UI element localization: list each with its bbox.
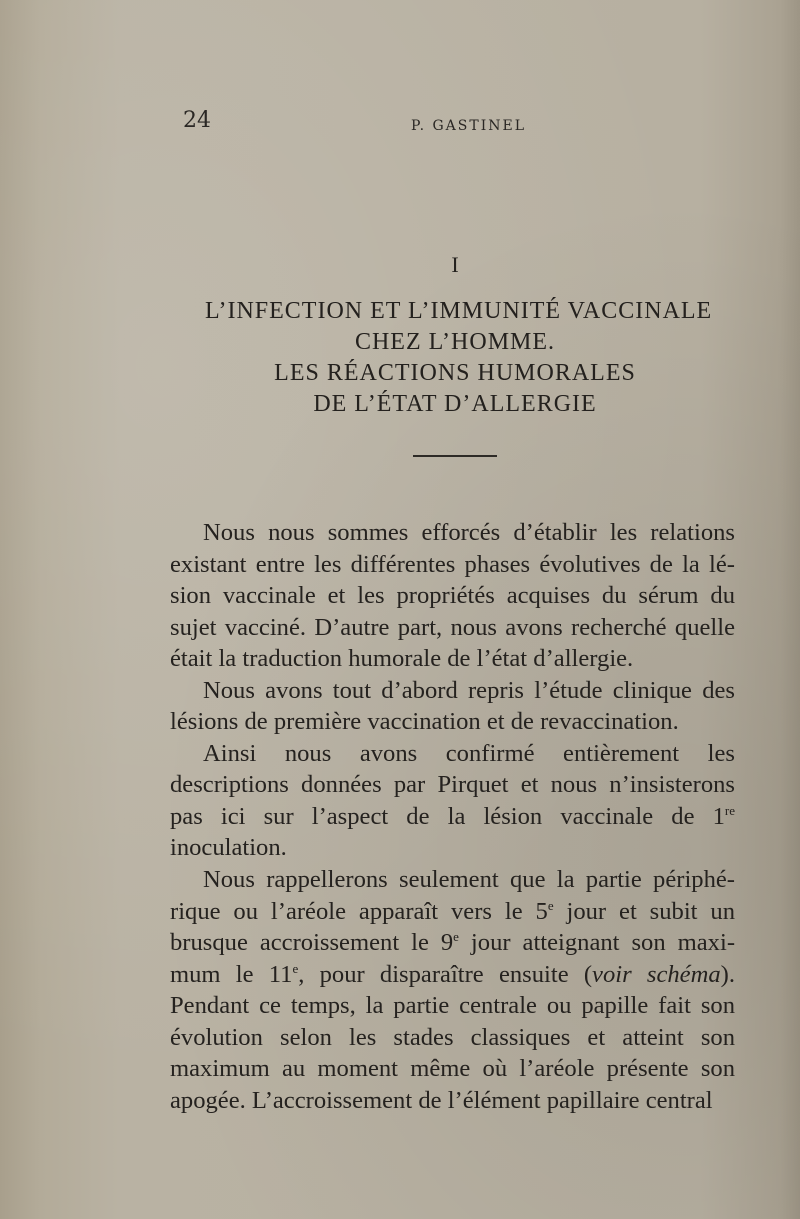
running-head [183, 108, 743, 140]
paragraph-text: jour atteignant son maxi-mum le 11 [170, 929, 736, 988]
paragraph [170, 864, 735, 1116]
section-title-line: CHEZ L’HOMME. [354, 329, 556, 355]
paragraph-text: inoculation. [170, 834, 287, 862]
section-title-line: DE L’ÉTAT D’ALLERGIE [313, 391, 597, 417]
section-title-line: L’INFECTION ET L’IMMUNITÉ VACCINALE [205, 298, 713, 324]
paragraph-text: Nous rappellerons seulement que la partie périphé-rique ou l’aréole apparaît vers le 5 [170, 866, 735, 925]
paragraph-text: jour et subit un brusque accroissement le 9 [170, 897, 735, 957]
paragraph [170, 738, 735, 864]
ordinal-superscript: re [724, 802, 735, 818]
paragraph-text: , pour disparaître ensuite ( [298, 960, 593, 988]
section-title [205, 296, 713, 420]
italic-reference: voir schéma [592, 960, 721, 988]
paragraph: Nous avons tout d’abord repris l’étude clinique des lésions de première vaccination et de revaccination. [170, 676, 735, 736]
paragraph-text: Ainsi nous avons confirmé entièrement les descriptions données par Pirquet et nous n’insisterons pas ici sur l’aspect de la lésion vaccinale de 1 [170, 739, 735, 830]
title-divider [413, 455, 497, 457]
ordinal-superscript: e [453, 929, 459, 945]
paragraph-text: ). Pendant ce temps, la partie centrale ou papille fait son évolution selon les stades classiques et atteint son maximum au moment même où l’aréole présente son apogée. L’accroissement de l’élément papillaire central [170, 960, 735, 1114]
ordinal-superscript: e [292, 960, 299, 976]
body-text [170, 517, 735, 1116]
paragraph: Nous nous sommes efforcés d’établir les relations existant entre les différentes phases évolutives de la lé-sion vaccinale et les propriétés acquises du sérum du sujet vacciné. D’autre part, nous avons recherché quelle était la traduction humorale de l’état d’allergie. [170, 519, 735, 673]
page-number: 24 [183, 108, 211, 133]
running-head-author: P. GASTINEL [411, 118, 527, 134]
ordinal-superscript: e [547, 897, 554, 913]
section-title-line: LES RÉACTIONS HUMORALES [274, 360, 636, 386]
section-number: I [451, 252, 459, 277]
